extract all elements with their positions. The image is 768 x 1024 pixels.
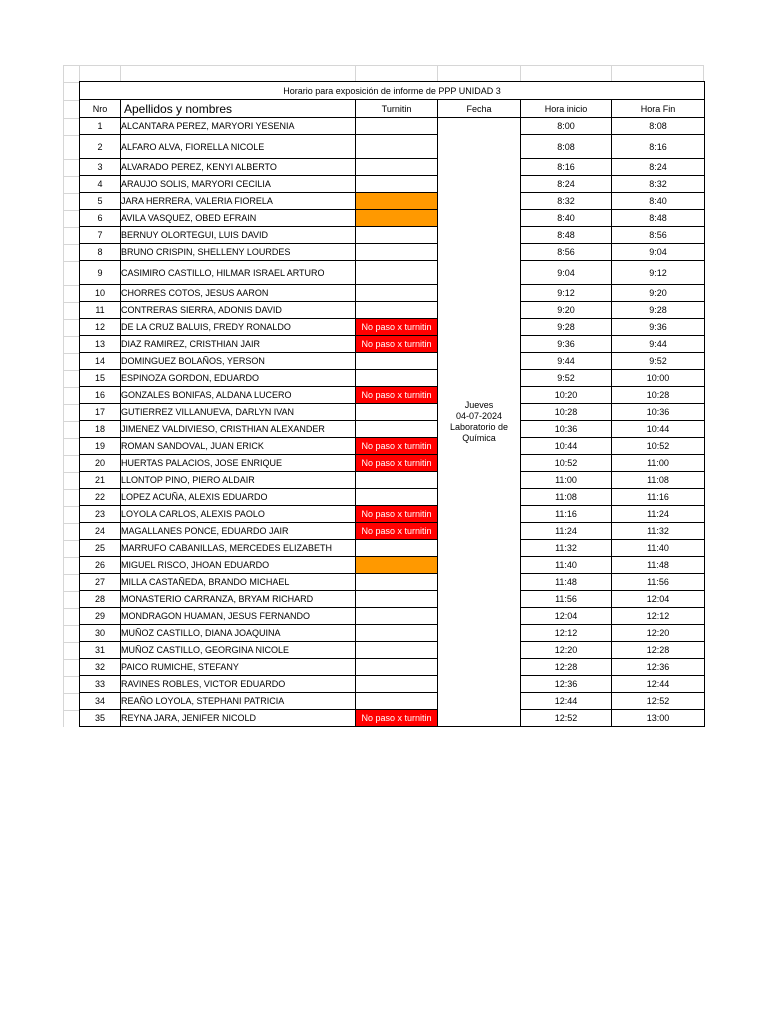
row-number: 18 xyxy=(80,421,121,438)
start-time: 8:40 xyxy=(521,210,612,227)
date-location-line: 04-07-2024 xyxy=(455,411,503,421)
row-number: 28 xyxy=(80,591,121,608)
row-number: 8 xyxy=(80,244,121,261)
row-number: 13 xyxy=(80,336,121,353)
student-name: ROMAN SANDOVAL, JUAN ERICK xyxy=(121,438,356,455)
table-row xyxy=(80,608,705,625)
table-row xyxy=(80,227,705,244)
end-time: 11:32 xyxy=(612,523,705,540)
table-row xyxy=(80,210,705,227)
date-location-line: Química xyxy=(462,433,496,443)
start-time: 9:52 xyxy=(521,370,612,387)
end-time: 10:52 xyxy=(612,438,705,455)
end-time: 12:36 xyxy=(612,659,705,676)
student-name: LOYOLA CARLOS, ALEXIS PAOLO xyxy=(121,506,356,523)
row-number: 21 xyxy=(80,472,121,489)
table-row xyxy=(80,625,705,642)
student-name: MONASTERIO CARRANZA, BRYAM RICHARD xyxy=(121,591,356,608)
header-turnitin: Turnitin xyxy=(356,100,438,118)
turnitin-status xyxy=(356,370,438,387)
student-name: DE LA CRUZ BALUIS, FREDY RONALDO xyxy=(121,319,356,336)
row-number: 12 xyxy=(80,319,121,336)
turnitin-status: No paso x turnitin xyxy=(356,387,438,404)
student-name: HUERTAS PALACIOS, JOSE ENRIQUE xyxy=(121,455,356,472)
student-name: RAVINES ROBLES, VICTOR EDUARDO xyxy=(121,676,356,693)
turnitin-status xyxy=(356,676,438,693)
table-row xyxy=(80,176,705,193)
student-name: MARRUFO CABANILLAS, MERCEDES ELIZABETH xyxy=(121,540,356,557)
turnitin-status xyxy=(356,159,438,176)
turnitin-status: No paso x turnitin xyxy=(356,319,438,336)
row-number: 26 xyxy=(80,557,121,574)
student-name: DIAZ RAMIREZ, CRISTHIAN JAIR xyxy=(121,336,356,353)
student-name: ARAUJO SOLIS, MARYORI CECILIA xyxy=(121,176,356,193)
table-row xyxy=(80,523,705,540)
end-time: 10:28 xyxy=(612,387,705,404)
end-time: 10:44 xyxy=(612,421,705,438)
table-row xyxy=(80,574,705,591)
student-name: PAICO RUMICHE, STEFANY xyxy=(121,659,356,676)
row-number: 15 xyxy=(80,370,121,387)
table-row xyxy=(80,557,705,574)
end-time: 8:08 xyxy=(612,118,705,135)
table-row xyxy=(80,642,705,659)
table-row xyxy=(80,455,705,472)
end-time: 8:24 xyxy=(612,159,705,176)
end-time: 10:00 xyxy=(612,370,705,387)
end-time: 11:08 xyxy=(612,472,705,489)
turnitin-status xyxy=(356,489,438,506)
end-time: 8:16 xyxy=(612,135,705,159)
turnitin-status xyxy=(356,557,438,574)
end-time: 9:36 xyxy=(612,319,705,336)
turnitin-status xyxy=(356,353,438,370)
page-title: Horario para exposición de informe de PPP UNIDAD 3 xyxy=(80,82,705,100)
student-name: CASIMIRO CASTILLO, HILMAR ISRAEL ARTURO xyxy=(121,261,356,285)
table-row xyxy=(80,404,705,421)
table-row xyxy=(80,540,705,557)
student-name: GONZALES BONIFAS, ALDANA LUCERO xyxy=(121,387,356,404)
table-row xyxy=(80,353,705,370)
turnitin-status xyxy=(356,176,438,193)
turnitin-status xyxy=(356,625,438,642)
table-row xyxy=(80,244,705,261)
start-time: 8:08 xyxy=(521,135,612,159)
student-name: LLONTOP PINO, PIERO ALDAIR xyxy=(121,472,356,489)
start-time: 8:00 xyxy=(521,118,612,135)
row-number: 3 xyxy=(80,159,121,176)
turnitin-status xyxy=(356,227,438,244)
header-nro: Nro xyxy=(80,100,121,118)
end-time: 9:44 xyxy=(612,336,705,353)
start-time: 11:16 xyxy=(521,506,612,523)
row-number: 4 xyxy=(80,176,121,193)
end-time: 12:44 xyxy=(612,676,705,693)
turnitin-status xyxy=(356,659,438,676)
row-number: 32 xyxy=(80,659,121,676)
spreadsheet-top-gridline xyxy=(63,65,703,81)
student-name: REYNA JARA, JENIFER NICOLD xyxy=(121,710,356,727)
row-number: 1 xyxy=(80,118,121,135)
student-name: MIGUEL RISCO, JHOAN EDUARDO xyxy=(121,557,356,574)
end-time: 8:48 xyxy=(612,210,705,227)
row-number: 29 xyxy=(80,608,121,625)
row-number: 22 xyxy=(80,489,121,506)
start-time: 12:04 xyxy=(521,608,612,625)
table-row xyxy=(80,319,705,336)
start-time: 12:20 xyxy=(521,642,612,659)
spreadsheet-left-gridline xyxy=(63,65,80,727)
row-number: 6 xyxy=(80,210,121,227)
start-time: 11:32 xyxy=(521,540,612,557)
table-row xyxy=(80,489,705,506)
student-name: ALCANTARA PEREZ, MARYORI YESENIA xyxy=(121,118,356,135)
turnitin-status: No paso x turnitin xyxy=(356,506,438,523)
table-row xyxy=(80,261,705,285)
end-time: 12:04 xyxy=(612,591,705,608)
end-time: 11:00 xyxy=(612,455,705,472)
end-time: 11:48 xyxy=(612,557,705,574)
turnitin-status xyxy=(356,472,438,489)
start-time: 10:28 xyxy=(521,404,612,421)
turnitin-status xyxy=(356,540,438,557)
turnitin-status xyxy=(356,404,438,421)
student-name: ALVARADO PEREZ, KENYI ALBERTO xyxy=(121,159,356,176)
table-row xyxy=(80,135,705,159)
student-name: BERNUY OLORTEGUI, LUIS DAVID xyxy=(121,227,356,244)
end-time: 8:32 xyxy=(612,176,705,193)
student-name: ALFARO ALVA, FIORELLA NICOLE xyxy=(121,135,356,159)
row-number: 35 xyxy=(80,710,121,727)
start-time: 11:24 xyxy=(521,523,612,540)
start-time: 8:24 xyxy=(521,176,612,193)
end-time: 12:28 xyxy=(612,642,705,659)
student-name: BRUNO CRISPIN, SHELLENY LOURDES xyxy=(121,244,356,261)
row-number: 33 xyxy=(80,676,121,693)
end-time: 10:36 xyxy=(612,404,705,421)
student-name: MONDRAGON HUAMAN, JESUS FERNANDO xyxy=(121,608,356,625)
row-number: 27 xyxy=(80,574,121,591)
end-time: 12:52 xyxy=(612,693,705,710)
table-row xyxy=(80,676,705,693)
student-name: CONTRERAS SIERRA, ADONIS DAVID xyxy=(121,302,356,319)
row-number: 7 xyxy=(80,227,121,244)
turnitin-status xyxy=(356,642,438,659)
end-time: 11:56 xyxy=(612,574,705,591)
start-time: 10:44 xyxy=(521,438,612,455)
table-row xyxy=(80,472,705,489)
row-number: 5 xyxy=(80,193,121,210)
turnitin-status xyxy=(356,135,438,159)
row-number: 34 xyxy=(80,693,121,710)
student-name: LOPEZ ACUÑA, ALEXIS EDUARDO xyxy=(121,489,356,506)
turnitin-status xyxy=(356,591,438,608)
start-time: 10:36 xyxy=(521,421,612,438)
date-location-line: Laboratorio de xyxy=(449,422,509,432)
end-time: 12:12 xyxy=(612,608,705,625)
table-row xyxy=(80,336,705,353)
end-time: 9:04 xyxy=(612,244,705,261)
student-name: MAGALLANES PONCE, EDUARDO JAIR xyxy=(121,523,356,540)
start-time: 10:20 xyxy=(521,387,612,404)
student-name: CHORRES COTOS, JESUS AARON xyxy=(121,285,356,302)
start-time: 9:36 xyxy=(521,336,612,353)
row-number: 16 xyxy=(80,387,121,404)
start-time: 11:56 xyxy=(521,591,612,608)
row-number: 17 xyxy=(80,404,121,421)
student-name: JARA HERRERA, VALERIA FIORELA xyxy=(121,193,356,210)
row-number: 10 xyxy=(80,285,121,302)
start-time: 9:44 xyxy=(521,353,612,370)
end-time: 9:28 xyxy=(612,302,705,319)
start-time: 12:12 xyxy=(521,625,612,642)
row-number: 9 xyxy=(80,261,121,285)
start-time: 8:32 xyxy=(521,193,612,210)
turnitin-status xyxy=(356,693,438,710)
end-time: 11:16 xyxy=(612,489,705,506)
end-time: 12:20 xyxy=(612,625,705,642)
end-time: 9:52 xyxy=(612,353,705,370)
table-row xyxy=(80,591,705,608)
student-name: MUÑOZ CASTILLO, DIANA JOAQUINA xyxy=(121,625,356,642)
student-name: MILLA CASTAÑEDA, BRANDO MICHAEL xyxy=(121,574,356,591)
table-row xyxy=(80,506,705,523)
turnitin-status xyxy=(356,244,438,261)
table-row xyxy=(80,387,705,404)
table-row xyxy=(80,118,705,135)
start-time: 9:04 xyxy=(521,261,612,285)
date-location-cell xyxy=(438,118,521,727)
student-name: REAÑO LOYOLA, STEPHANI PATRICIA xyxy=(121,693,356,710)
start-time: 11:48 xyxy=(521,574,612,591)
student-name: DOMINGUEZ BOLAÑOS, YERSON xyxy=(121,353,356,370)
turnitin-status xyxy=(356,421,438,438)
start-time: 11:08 xyxy=(521,489,612,506)
header-fecha: Fecha xyxy=(438,100,521,118)
turnitin-status xyxy=(356,210,438,227)
row-number: 2 xyxy=(80,135,121,159)
start-time: 10:52 xyxy=(521,455,612,472)
start-time: 12:28 xyxy=(521,659,612,676)
end-time: 9:20 xyxy=(612,285,705,302)
turnitin-status xyxy=(356,302,438,319)
start-time: 12:44 xyxy=(521,693,612,710)
turnitin-status xyxy=(356,118,438,135)
start-time: 12:36 xyxy=(521,676,612,693)
turnitin-status xyxy=(356,285,438,302)
table-row xyxy=(80,302,705,319)
start-time: 9:28 xyxy=(521,319,612,336)
start-time: 9:12 xyxy=(521,285,612,302)
end-time: 8:40 xyxy=(612,193,705,210)
table-row xyxy=(80,693,705,710)
end-time: 11:24 xyxy=(612,506,705,523)
row-number: 19 xyxy=(80,438,121,455)
start-time: 8:56 xyxy=(521,244,612,261)
start-time: 8:16 xyxy=(521,159,612,176)
start-time: 12:52 xyxy=(521,710,612,727)
turnitin-status xyxy=(356,193,438,210)
header-start: Hora inicio xyxy=(521,100,612,118)
turnitin-status: No paso x turnitin xyxy=(356,455,438,472)
turnitin-status: No paso x turnitin xyxy=(356,438,438,455)
student-name: AVILA VASQUEZ, OBED EFRAIN xyxy=(121,210,356,227)
header-name: Apellidos y nombres xyxy=(121,100,356,118)
table-row xyxy=(80,438,705,455)
turnitin-status xyxy=(356,261,438,285)
turnitin-status: No paso x turnitin xyxy=(356,523,438,540)
row-number: 23 xyxy=(80,506,121,523)
date-location-line: Jueves xyxy=(464,400,494,410)
table-row xyxy=(80,193,705,210)
header-row xyxy=(80,100,705,118)
header-end: Hora Fin xyxy=(612,100,705,118)
row-number: 31 xyxy=(80,642,121,659)
table-row xyxy=(80,659,705,676)
row-number: 11 xyxy=(80,302,121,319)
table-row xyxy=(80,710,705,727)
end-time: 8:56 xyxy=(612,227,705,244)
student-name: JIMENEZ VALDIVIESO, CRISTHIAN ALEXANDER xyxy=(121,421,356,438)
table-row xyxy=(80,285,705,302)
table-row xyxy=(80,159,705,176)
turnitin-status xyxy=(356,574,438,591)
end-time: 11:40 xyxy=(612,540,705,557)
start-time: 8:48 xyxy=(521,227,612,244)
start-time: 11:00 xyxy=(521,472,612,489)
table-row xyxy=(80,421,705,438)
end-time: 13:00 xyxy=(612,710,705,727)
start-time: 9:20 xyxy=(521,302,612,319)
turnitin-status: No paso x turnitin xyxy=(356,710,438,727)
schedule-table xyxy=(79,81,705,727)
table-row xyxy=(80,370,705,387)
student-name: GUTIERREZ VILLANUEVA, DARLYN IVAN xyxy=(121,404,356,421)
start-time: 11:40 xyxy=(521,557,612,574)
row-number: 14 xyxy=(80,353,121,370)
end-time: 9:12 xyxy=(612,261,705,285)
student-name: MUÑOZ CASTILLO, GEORGINA NICOLE xyxy=(121,642,356,659)
row-number: 24 xyxy=(80,523,121,540)
student-name: ESPINOZA GORDON, EDUARDO xyxy=(121,370,356,387)
turnitin-status: No paso x turnitin xyxy=(356,336,438,353)
row-number: 25 xyxy=(80,540,121,557)
turnitin-status xyxy=(356,608,438,625)
row-number: 30 xyxy=(80,625,121,642)
row-number: 20 xyxy=(80,455,121,472)
